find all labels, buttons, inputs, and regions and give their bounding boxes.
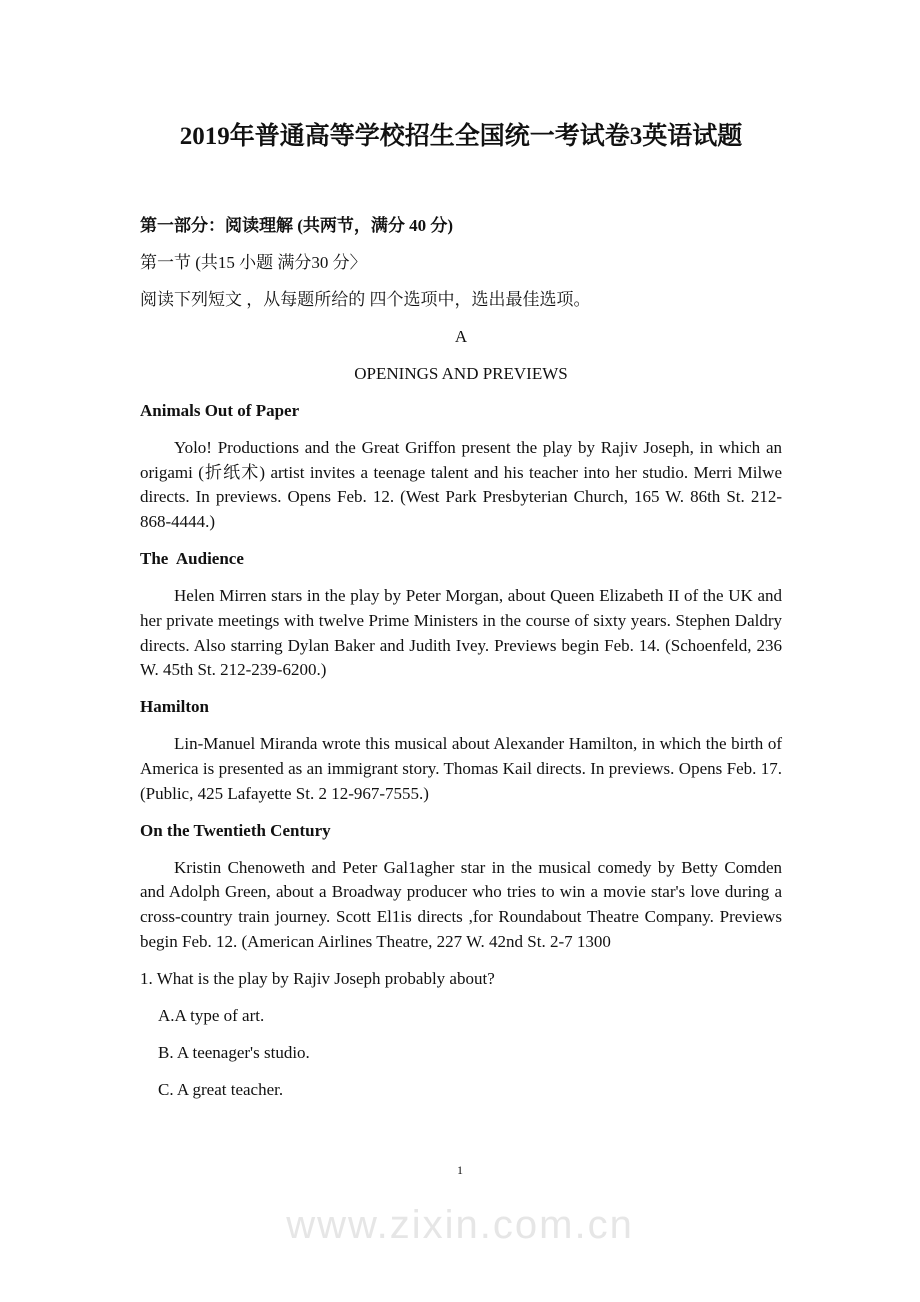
option-b: B. A teenager's studio. xyxy=(158,1042,310,1062)
watermark: www.zixin.com.cn xyxy=(286,1203,634,1247)
question: 1. What is the play by Rajiv Joseph probably about? xyxy=(140,968,495,988)
passage-letter: A xyxy=(454,327,468,346)
entry-body: Helen Mirren stars in the play by Peter Morgan, about Queen Elizabeth II of the UK and her private meetings with twelve Prime Ministers in the course of sixty years. Stephen Daldry directs. Also starring Dylan Baker and Judith Ivey. Previews begin Feb. 14. (Schoenfeld, 236 W. 45th St. 212-239-6200.) xyxy=(140,586,782,680)
entry-heading: On the Twentieth Century xyxy=(140,820,331,840)
entry-heading: The Audience xyxy=(140,549,244,569)
entry-heading: Hamilton xyxy=(140,697,209,717)
document-body xyxy=(140,120,782,1115)
page-number: 1 xyxy=(457,1163,463,1177)
entry-body: Lin-Manuel Miranda wrote this musical about Alexander Hamilton, in which the birth of America is presented as an immigrant story. Thomas Kail directs. In previews. Opens Feb. 17. (Public, 425 Lafayette St. 2 12-967-7555.) xyxy=(140,734,782,803)
option-c: C. A great teacher. xyxy=(158,1079,284,1099)
instructions: 阅读下列短文 ，从每题所给的 四个选项中，选出最佳选项。 xyxy=(140,290,591,309)
part-heading: 第一部分：阅读理解 (共两节，满分 40 分) xyxy=(140,216,454,235)
section-heading: 第一节 (共15 小题 满分30 分〉 xyxy=(140,253,367,272)
option-a: A.A type of art. xyxy=(158,1005,265,1025)
entry-heading: Animals Out of Paper xyxy=(140,401,300,420)
entry-body: Kristin Chenoweth and Peter Gal1agher star in the musical comedy by Betty Comden and Adolph Green, about a Broadway producer who tries to win a movie star's love during a cross-country train journey. Scott El1is directs ,for Roundabout Theatre Company. Previews begin Feb. 12. (American Airlines Theatre, 227 W. 42nd St. 2-7 1300 xyxy=(140,857,782,951)
page-title: 2019年普通高等学校招生全国统一考试卷3英语试题 xyxy=(179,123,743,150)
passage-title: OPENINGS AND PREVIEWS xyxy=(354,364,568,383)
entry-body: Yolo! Productions and the Great Griffon present the play by Rajiv Joseph, in which an origami (折纸术) artist invites a teenage talent and his teacher into her studio. Merri Milwe directs. In previews. Opens Feb. 12. (West Park Presbyterian Church, 165 W. 86th St. 212-868-4444.) xyxy=(140,438,782,532)
